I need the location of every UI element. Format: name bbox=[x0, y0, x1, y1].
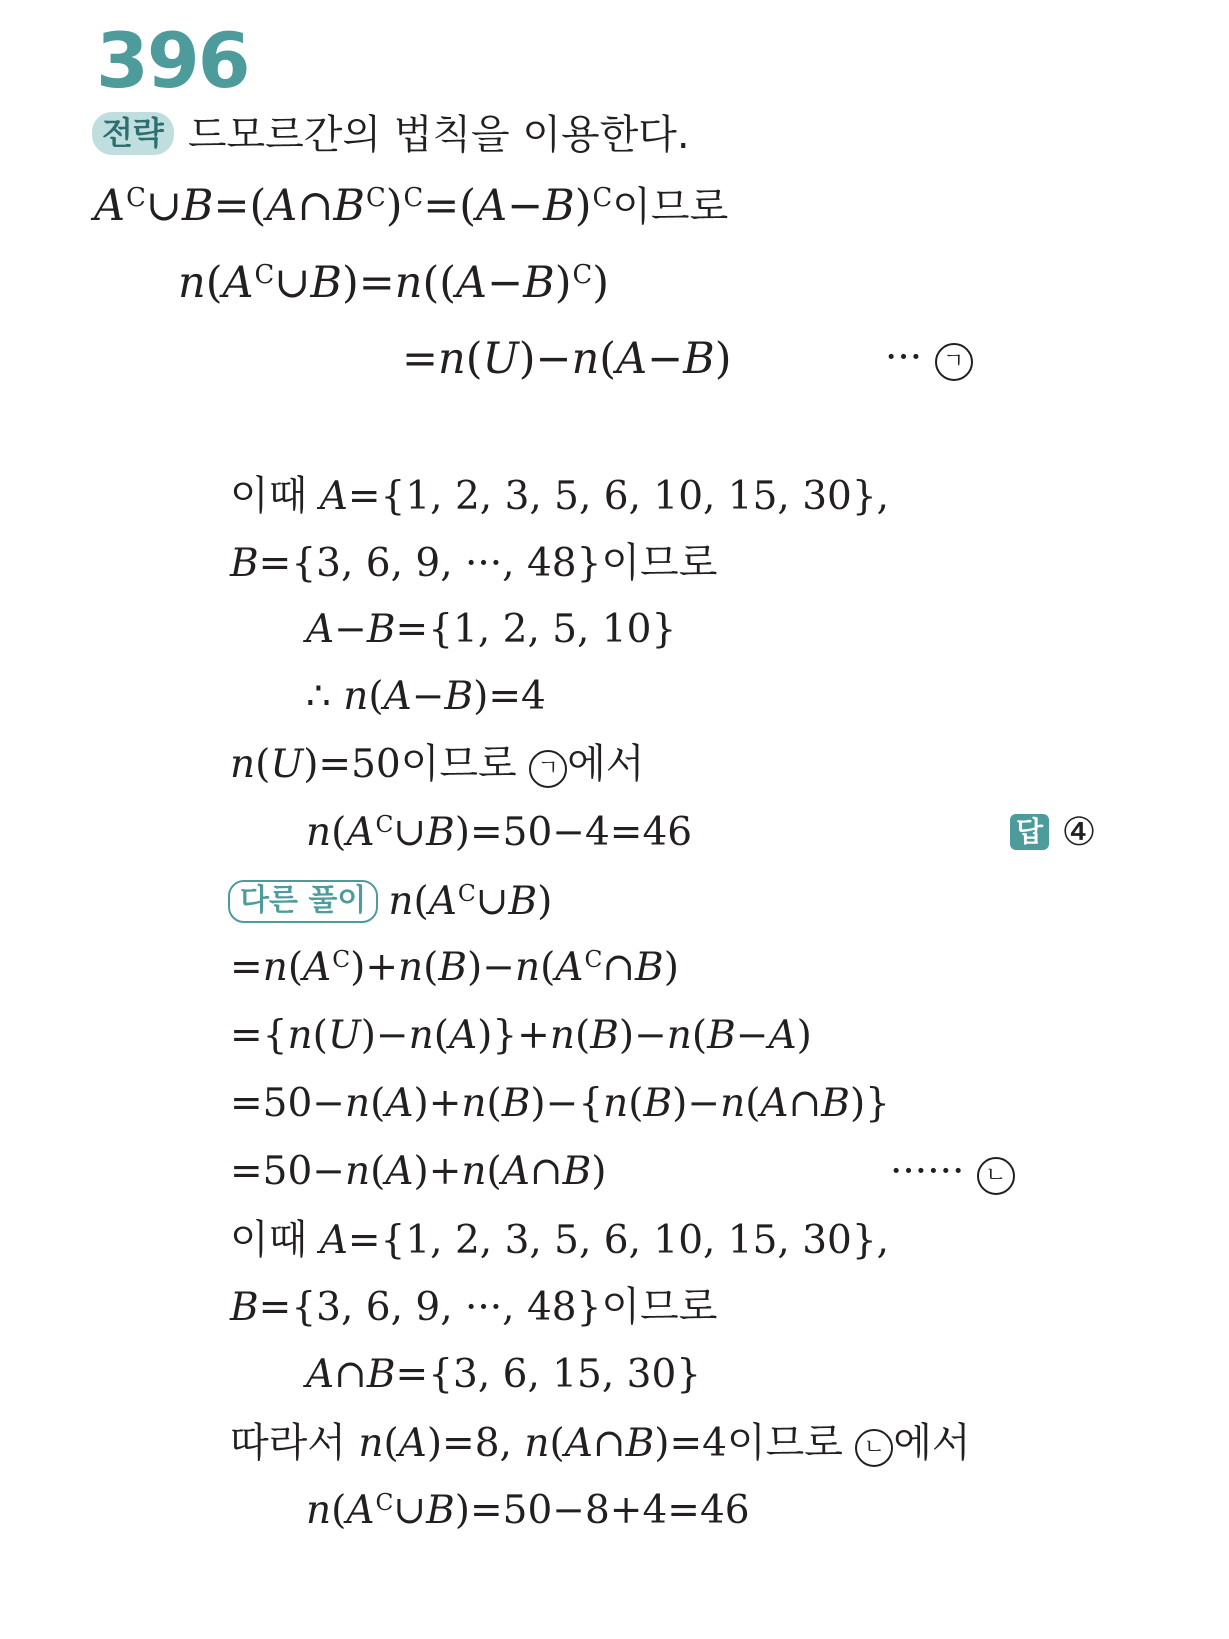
eq-complement-diff: =n(U)−n(A−B) bbox=[402, 334, 732, 384]
alt-set-a: ={1, 2, 3, 5, 6, 10, 15, 30}, bbox=[347, 1218, 890, 1263]
eq-ref-g bbox=[885, 335, 973, 381]
answer bbox=[1010, 810, 1097, 855]
count-u-line: n(U)=50이므로 ㄱ 에서 bbox=[230, 741, 645, 787]
l19-korean-1: 따라서 bbox=[230, 1420, 346, 1466]
l17-korean: 이므로 bbox=[601, 1284, 718, 1330]
alt-eq-2-part: )}+ bbox=[477, 1013, 550, 1058]
strategy-text: 드모르간의 법칙을 이용한다. bbox=[187, 112, 690, 158]
circle-g-ref: ㄱ bbox=[529, 750, 567, 788]
alt-result-line: $n(A^C\cup B)=50-8+4=46$ bbox=[306, 1488, 750, 1533]
answer-badge: 답 bbox=[1010, 814, 1049, 850]
l5-korean: 이므로 bbox=[601, 540, 718, 586]
answer-value: ④ bbox=[1061, 810, 1097, 855]
set-a-minus-b-line: A−B={1, 2, 5, 10} bbox=[306, 607, 677, 652]
strategy-badge: 전략 bbox=[92, 112, 174, 155]
alt-eq-1: $=n(A^C)+n(B)-n(A^C\cap B)$ bbox=[230, 945, 679, 990]
count-a: )=8, bbox=[426, 1421, 512, 1466]
set-b: ={3, 6, 9, ···, 48} bbox=[258, 541, 602, 586]
alt-set-a-line: 이때 A={1, 2, 3, 5, 6, 10, 15, 30}, bbox=[230, 1217, 890, 1263]
alt-set-b: ={3, 6, 9, ···, 48} bbox=[258, 1285, 602, 1330]
l8-korean-1: 이므로 bbox=[400, 741, 517, 787]
alt-solution-badge: 다른 풀이 bbox=[228, 880, 378, 923]
circle-n-ref: ㄴ bbox=[855, 1429, 893, 1467]
count-a-minus-b: )=4 bbox=[473, 674, 546, 719]
alt-eq-2: ={n(U)−n(A)}+n(B)−n(B−A) bbox=[230, 1013, 812, 1058]
set-a-cap-b: ={3, 6, 15, 30} bbox=[395, 1352, 702, 1397]
alt-eq-3-part: =50− bbox=[230, 1081, 345, 1126]
alt-result-value: )=50−8+4=46 bbox=[454, 1488, 750, 1533]
alt-eq-4-part: =50− bbox=[230, 1149, 345, 1194]
l16-korean: 이때 bbox=[230, 1217, 308, 1263]
eq-ref-n bbox=[890, 1149, 1015, 1195]
alt-eq-4: =50−n(A)+n(A∩B) bbox=[230, 1149, 607, 1194]
set-a-minus-b: ={1, 2, 5, 10} bbox=[395, 607, 677, 652]
ellipsis: ··· bbox=[885, 335, 923, 380]
alt-solution-line: 다른 풀이 $n(A^C\cup B)$ bbox=[228, 880, 552, 923]
result-line: $n(A^C\cup B)=50-4=46$ bbox=[306, 810, 693, 855]
result-value: )=50−4=46 bbox=[454, 810, 693, 855]
count-u: )=50 bbox=[303, 742, 401, 787]
set-a: ={1, 2, 3, 5, 6, 10, 15, 30}, bbox=[347, 474, 890, 519]
problem-number: 396 bbox=[96, 16, 249, 105]
ellipsis-long: ······ bbox=[890, 1149, 965, 1194]
l19-korean-2: 이므로 bbox=[726, 1420, 843, 1466]
eq-count-complement: $n(A^C\cup B)=n((A-B)^C)$ bbox=[178, 258, 610, 308]
circle-n-label: ㄴ bbox=[977, 1157, 1015, 1195]
circle-g-label: ㄱ bbox=[935, 343, 973, 381]
set-a-cap-b-line: A∩B={3, 6, 15, 30} bbox=[306, 1352, 702, 1397]
alt-set-b-line: B={3, 6, 9, ···, 48}이므로 bbox=[230, 1284, 718, 1330]
eq1-korean: 이므로 bbox=[612, 184, 729, 230]
l8-korean-2: 에서 bbox=[567, 741, 645, 787]
alt-eq-3: =50−n(A)+n(B)−{n(B)−n(A∩B)} bbox=[230, 1081, 890, 1126]
count-a-minus-b-line: ∴ n(A−B)=4 bbox=[306, 674, 546, 719]
l19-korean-3: 에서 bbox=[893, 1420, 971, 1466]
count-a-cap-b: )=4 bbox=[654, 1421, 727, 1466]
strategy-line bbox=[92, 112, 690, 158]
eq-de-morgan: $A^C\cup B=(A\cap B^C)^C=(A-B)^C$이므로 bbox=[94, 181, 729, 231]
counts-line: 따라서 n(A)=8, n(A∩B)=4이므로 ㄴ 에서 bbox=[230, 1420, 971, 1466]
set-b-line: B={3, 6, 9, ···, 48}이므로 bbox=[230, 540, 718, 586]
l4-korean: 이때 bbox=[230, 473, 308, 519]
therefore-symbol: ∴ bbox=[306, 674, 331, 719]
set-a-line: 이때 A={1, 2, 3, 5, 6, 10, 15, 30}, bbox=[230, 473, 890, 519]
